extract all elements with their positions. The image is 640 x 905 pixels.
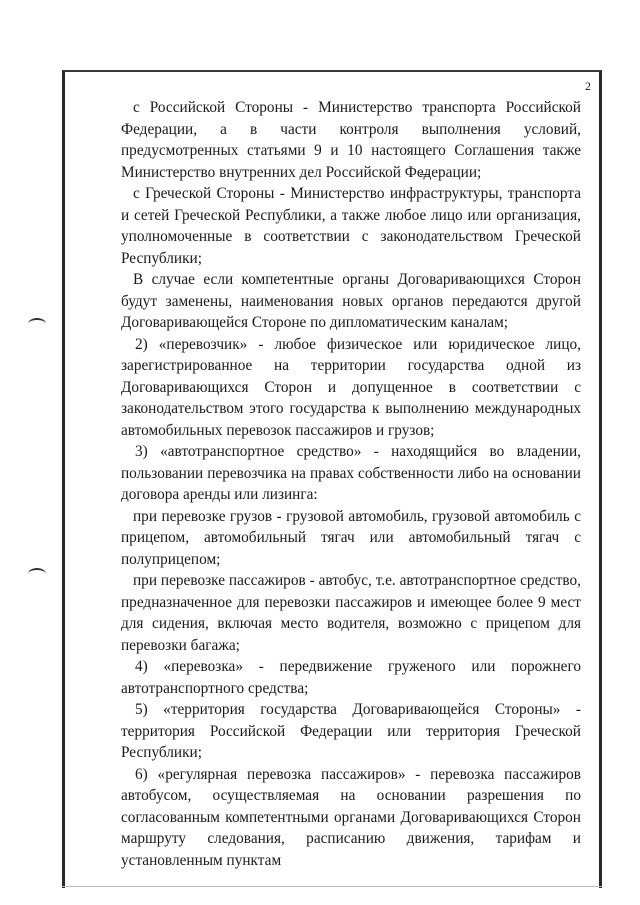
paragraph-definition-vehicle: 3) «автотранспортное средство» - находящийся во владении, пользовании перевозчика на правах собственности либо на основании договора аренды или лизинга: <box>121 443 581 503</box>
paragraph-vehicle-passengers: при перевозке пассажиров - автобус, т.е. автотранспортное средство, предназначенное для перевозки пассажиров и имеющее более 9 мест для сидения, включая место водителя, возможно с прицепом для перевозки багажа; <box>121 572 581 654</box>
paragraph-greek-side: с Греческой Стороны - Министерство инфраструктуры, транспорта и сетей Греческой Республики, а также любое лицо или организация, уполномоченные в соответствии с законодательством Греческой Республики; <box>121 185 581 267</box>
paragraph-russian-side: с Российской Стороны - Министерство транспорта Российской Федерации, а в части контроля выполнения условий, предусмотренных статьями 9 и 10 настоящего Соглашения также Министерство внутренних дел Российской Федерации; <box>121 99 581 181</box>
binder-hole-mark <box>28 318 46 330</box>
bottom-rule <box>62 886 602 887</box>
paragraph-definition-territory: 5) «территория государства Договаривающейся Стороны» - территория Российской Федерации или территория Греческой Республики; <box>121 701 581 761</box>
paragraph-definition-carriage: 4) «перевозка» - передвижение груженого или порожнего автотранспортного средства; <box>121 658 581 697</box>
binder-hole-mark <box>28 568 46 580</box>
paragraph-vehicle-cargo: при перевозке грузов - грузовой автомобиль, грузовой автомобиль с прицепом, автомобильный тягач или автомобильный тягач с полуприцепом; <box>121 507 581 568</box>
paragraph-definition-regular-carriage: 6) «регулярная перевозка пассажиров» - перевозка пассажиров автобусом, осуществляемая на основании разрешения по согласованным компетентными органами Договаривающихся Сторон маршруту следования, расписанию движения, тарифам и установленным пунктам <box>121 765 581 869</box>
paragraph-replacement-of-authorities: В случае если компетентные органы Договаривающихся Сторон будут заменены, наименования новых органов передаются другой Договаривающейся Стороне по дипломатическим каналам; <box>121 271 581 331</box>
document-body <box>121 97 581 871</box>
page-number: 2 <box>585 79 591 93</box>
paragraph-definition-carrier: 2) «перевозчик» - любое физическое или юридическое лицо, зарегистрированное на территории государства одной из Договаривающихся Сторон и допущенное в соответствии с законодательством этого государства к выполнению международных автомобильных перевозок пассажиров и грузов; <box>121 335 581 439</box>
